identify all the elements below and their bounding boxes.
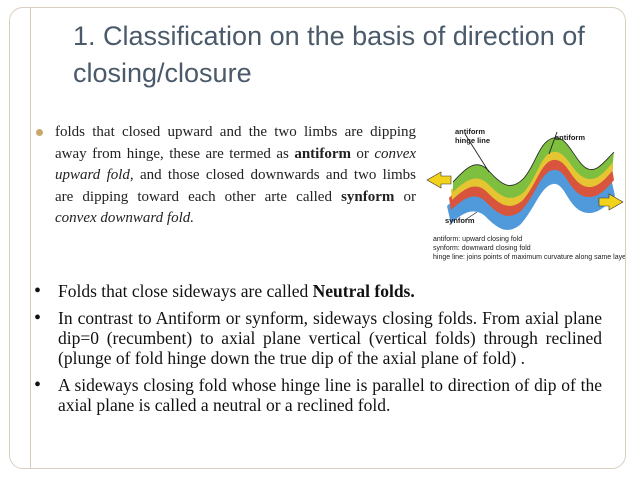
term-synform: synform — [341, 188, 395, 205]
fold-diagram-svg — [425, 124, 625, 266]
label-synform: synform — [445, 216, 475, 225]
label-antiform-left: antiform — [455, 127, 485, 136]
bullet-item-sideways-closing — [32, 308, 602, 368]
bullet-item-reclined-fold — [32, 375, 602, 415]
label-antiform-right: antiform — [555, 133, 585, 142]
bullet-item-neutral-folds — [32, 281, 602, 301]
bullet-dot-icon: • — [34, 374, 42, 396]
bullet-text: In contrast to Antiform or synform, sideways closing folds. From axial plane dip=0 (recumbent) to axial plane vertical (vertical folds) through reclined (plunge of fold hinge down the true dip of the axial plane of fold) . — [58, 308, 602, 368]
bullet-bold-text: Neutral folds. — [312, 281, 415, 301]
antiform-synform-paragraph — [33, 122, 416, 230]
term-antiform: antiform — [294, 145, 351, 162]
fold-diagram — [425, 124, 625, 266]
para-text-3: or — [350, 145, 375, 162]
bullet-list — [32, 281, 602, 422]
slide-left-rail — [30, 8, 31, 468]
arrow-left-icon — [427, 172, 451, 188]
bullet-dot-icon: • — [34, 307, 42, 329]
para-text-5: and those closed downwards and two limbs are dipping toward each other arte called — [55, 167, 417, 205]
term-convex-downward: convex downward fold. — [55, 210, 195, 226]
caption-synform: synform: downward closing fold — [433, 245, 531, 252]
term-convex-upward: convex upward fold, — [55, 145, 417, 183]
caption-antiform: antiform: upward closing fold — [433, 236, 523, 243]
label-hinge-line: hinge line — [455, 136, 491, 145]
bullet-text: Folds that close sideways are called — [58, 281, 313, 301]
bullet-text: A sideways closing fold whose hinge line is parallel to direction of dip of the axial plane is called a neutral or a reclined fold. — [58, 375, 602, 415]
bullet-dot-icon: • — [34, 280, 42, 302]
para-text-7: or — [394, 188, 416, 205]
caption-hinge-line: hinge line: joins points of maximum curvature along same layer — [433, 254, 625, 261]
para-text-1: folds that closed upward and the two limbs are dipping away from hinge, these are termed as — [55, 124, 416, 162]
bullet-marker — [36, 129, 43, 136]
slide-title: 1. Classification on the basis of direction of closing/closure — [73, 21, 585, 88]
